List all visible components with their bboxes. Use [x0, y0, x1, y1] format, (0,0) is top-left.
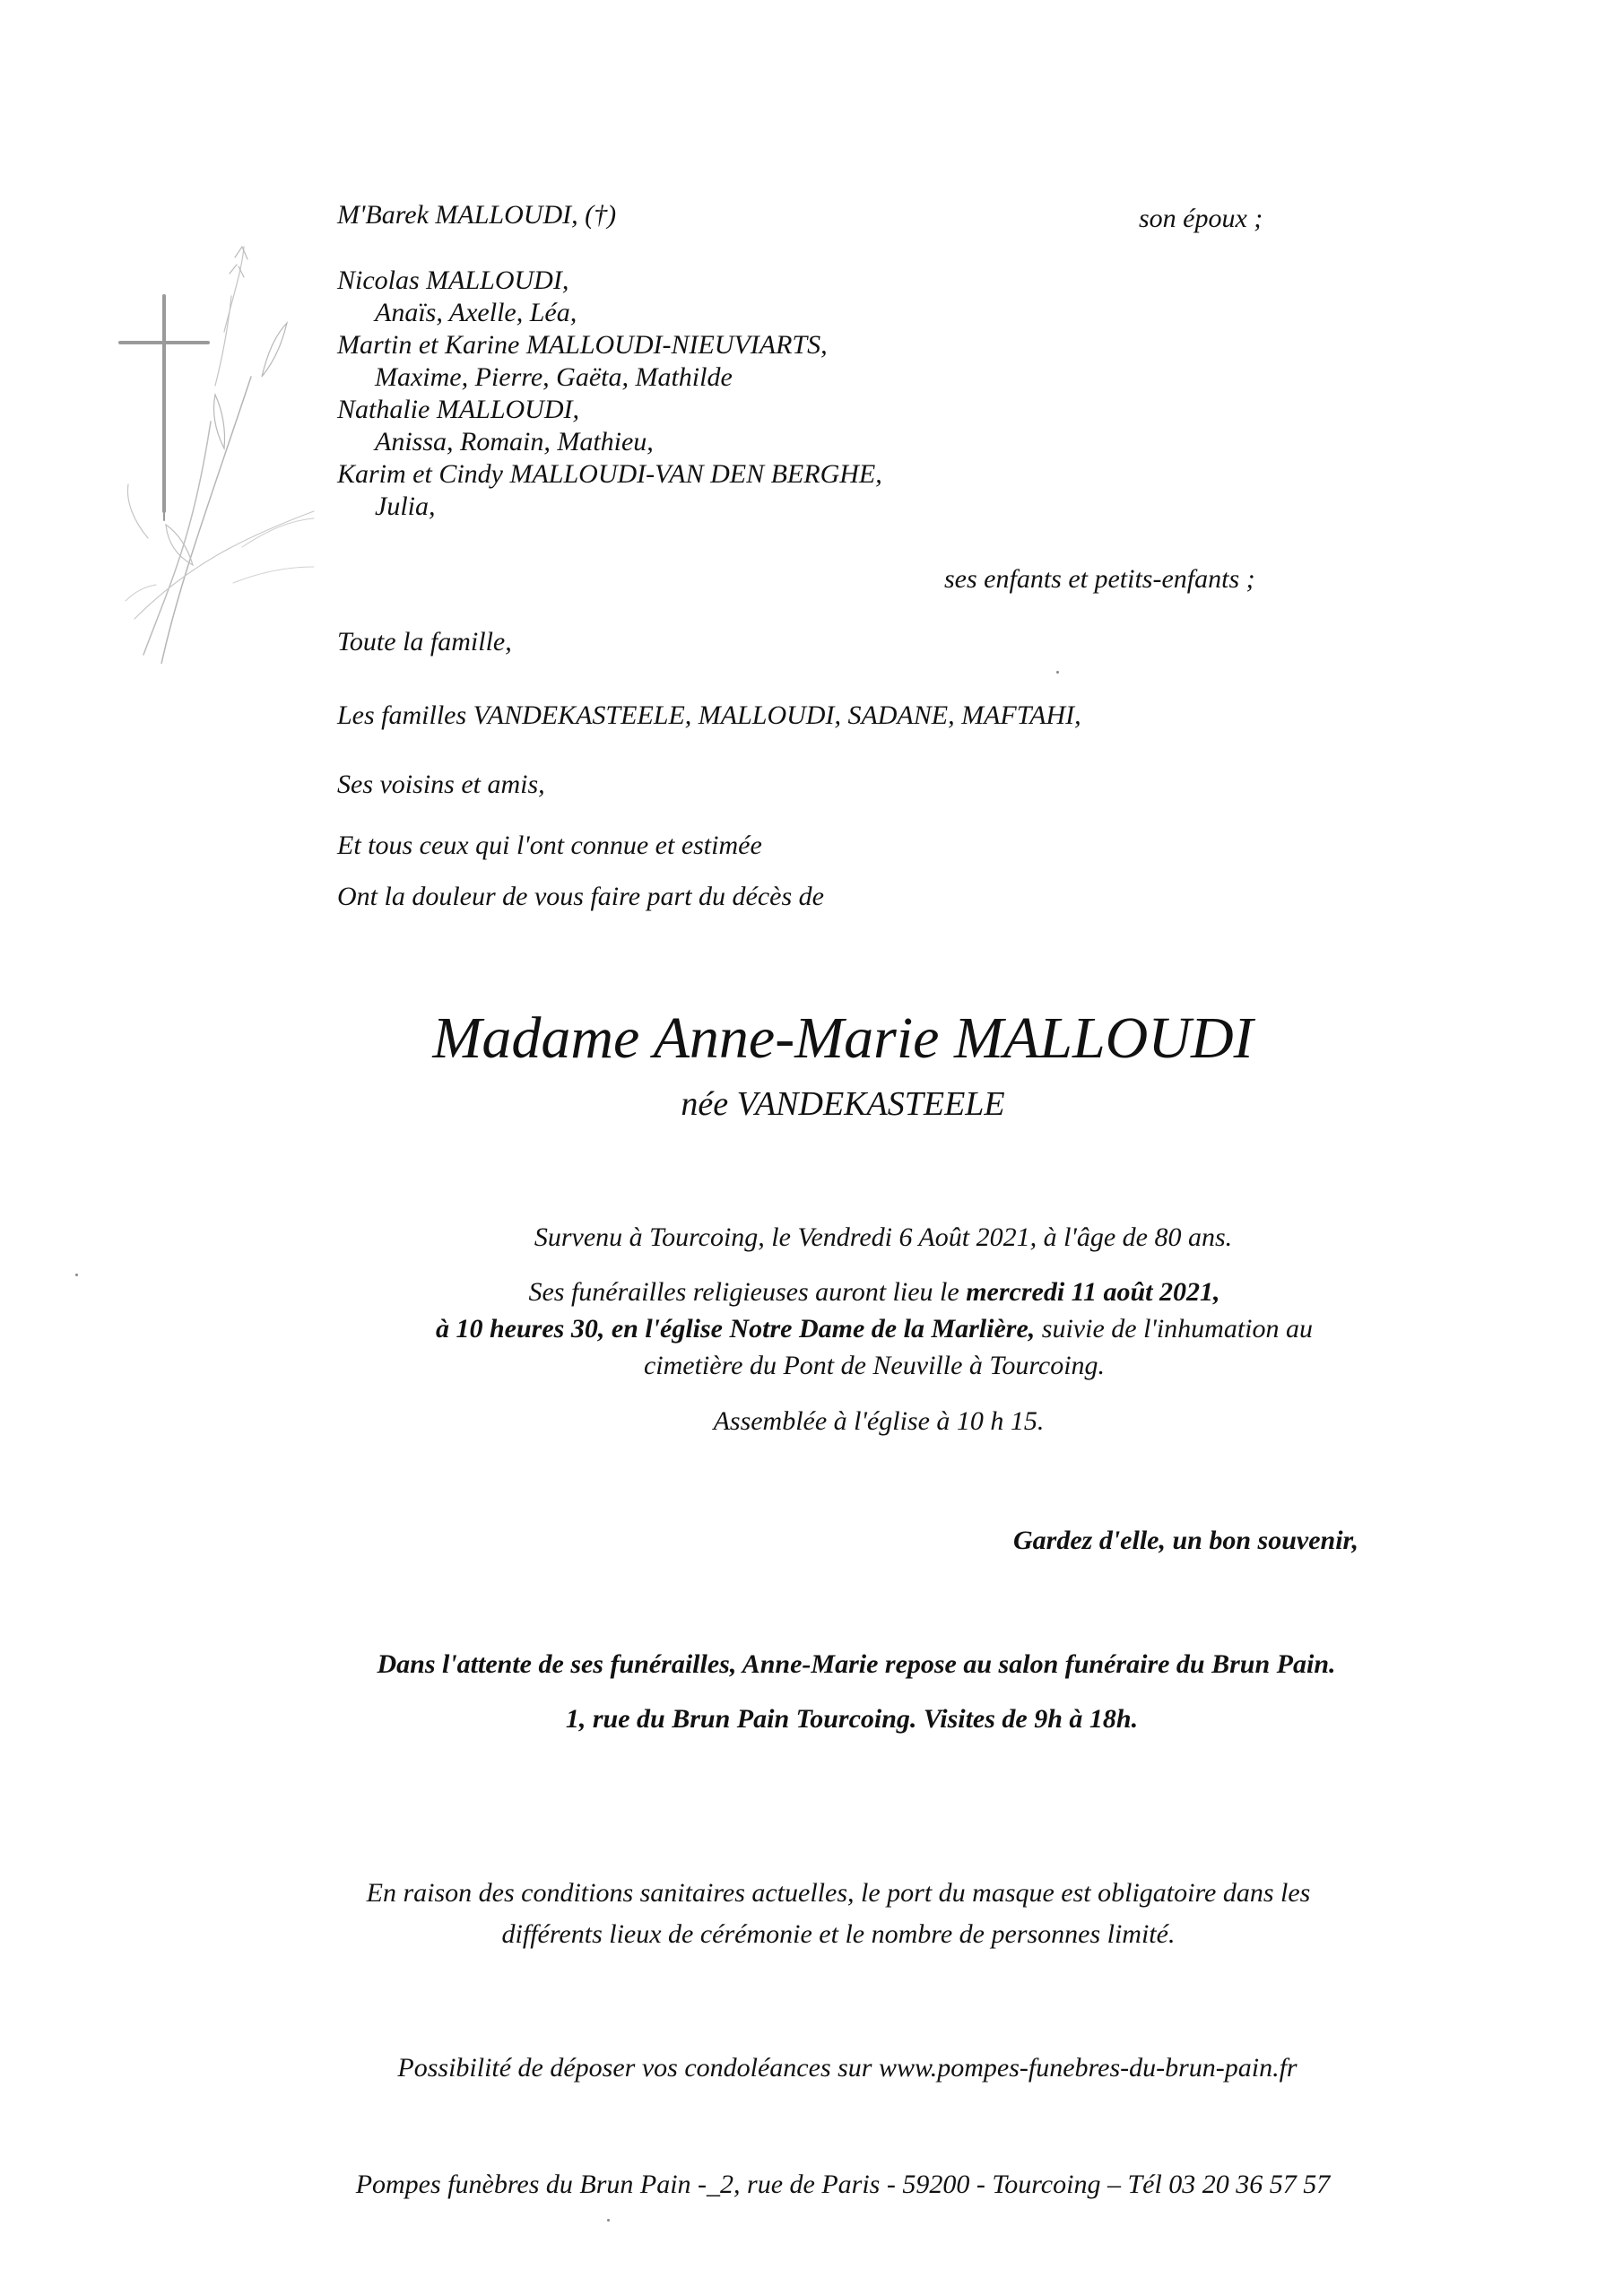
deceased-name: Madame Anne-Marie MALLOUDI	[432, 1005, 1254, 1071]
family-line: Ont la douleur de vous faire part du décès de	[337, 882, 824, 911]
list-item: Martin et Karine MALLOUDI-NIEUVIARTS,	[337, 330, 828, 360]
scan-speck	[1056, 671, 1059, 674]
cross-wheat-icon	[108, 242, 332, 664]
condolences-line: Possibilité de déposer vos condoléances sur www.pompes-funebres-du-brun-pain.fr	[397, 2053, 1298, 2083]
funeral-date: mercredi 11 août 2021,	[966, 1277, 1220, 1307]
funeral-line-3: cimetière du Pont de Neuville à Tourcoing.	[643, 1351, 1106, 1380]
funeral-text: Ses funérailles religieuses auront lieu le	[528, 1277, 967, 1307]
family-line: Et tous ceux qui l'ont connue et estimée	[337, 831, 762, 860]
sanitary-line-2: différents lieux de cérémonie et le nombre de personnes limité.	[501, 1919, 1176, 1949]
souvenir-line: Gardez d'elle, un bon souvenir,	[1013, 1526, 1359, 1555]
list-item: Anaïs, Axelle, Léa,	[375, 298, 577, 327]
children-relation: ses enfants et petits-enfants ;	[944, 564, 1255, 594]
list-item: Maxime, Pierre, Gaëta, Mathilde	[375, 362, 733, 392]
list-item: Anissa, Romain, Mathieu,	[375, 427, 654, 457]
list-item: Nathalie MALLOUDI,	[337, 395, 579, 424]
list-item: Karim et Cindy MALLOUDI-VAN DEN BERGHE,	[337, 459, 882, 489]
list-item: Julia,	[375, 491, 436, 521]
salon-line-1: Dans l'attente de ses funérailles, Anne-Marie repose au salon funéraire du Brun Pain.	[377, 1649, 1336, 1679]
spouse-name: M'Barek MALLOUDI, (†)	[337, 200, 617, 230]
family-line: Les familles VANDEKASTEELE, MALLOUDI, SADANE, MAFTAHI,	[337, 700, 1081, 730]
assembly-notice: Assemblée à l'église à 10 h 15.	[713, 1406, 1045, 1436]
sanitary-line-1: En raison des conditions sanitaires actuelles, le port du masque est obligatoire dans les	[366, 1878, 1311, 1908]
spouse-relation: son époux ;	[1139, 204, 1263, 233]
death-notice: Survenu à Tourcoing, le Vendredi 6 Août 2021, à l'âge de 80 ans.	[534, 1222, 1233, 1252]
footer-line: Pompes funèbres du Brun Pain -_2, rue de Paris - 59200 - Tourcoing – Tél 03 20 36 57 57	[355, 2170, 1331, 2199]
list-item: Nicolas MALLOUDI,	[337, 265, 569, 295]
deceased-maiden-name: née VANDEKASTEELE	[681, 1085, 1005, 1123]
funeral-line-2	[0, 1313, 1623, 1345]
funeral-time-place: à 10 heures 30, en l'église Notre Dame de la Marlière,	[436, 1314, 1036, 1344]
scan-speck	[607, 2219, 610, 2222]
scan-speck	[75, 1274, 78, 1276]
family-line: Toute la famille,	[337, 627, 512, 657]
funeral-line-1	[0, 1276, 1623, 1309]
family-line: Ses voisins et amis,	[337, 770, 545, 799]
children-list	[337, 265, 882, 523]
salon-line-2: 1, rue du Brun Pain Tourcoing. Visites de 9h à 18h.	[565, 1704, 1139, 1734]
funeral-text: suivie de l'inhumation au	[1035, 1314, 1313, 1344]
